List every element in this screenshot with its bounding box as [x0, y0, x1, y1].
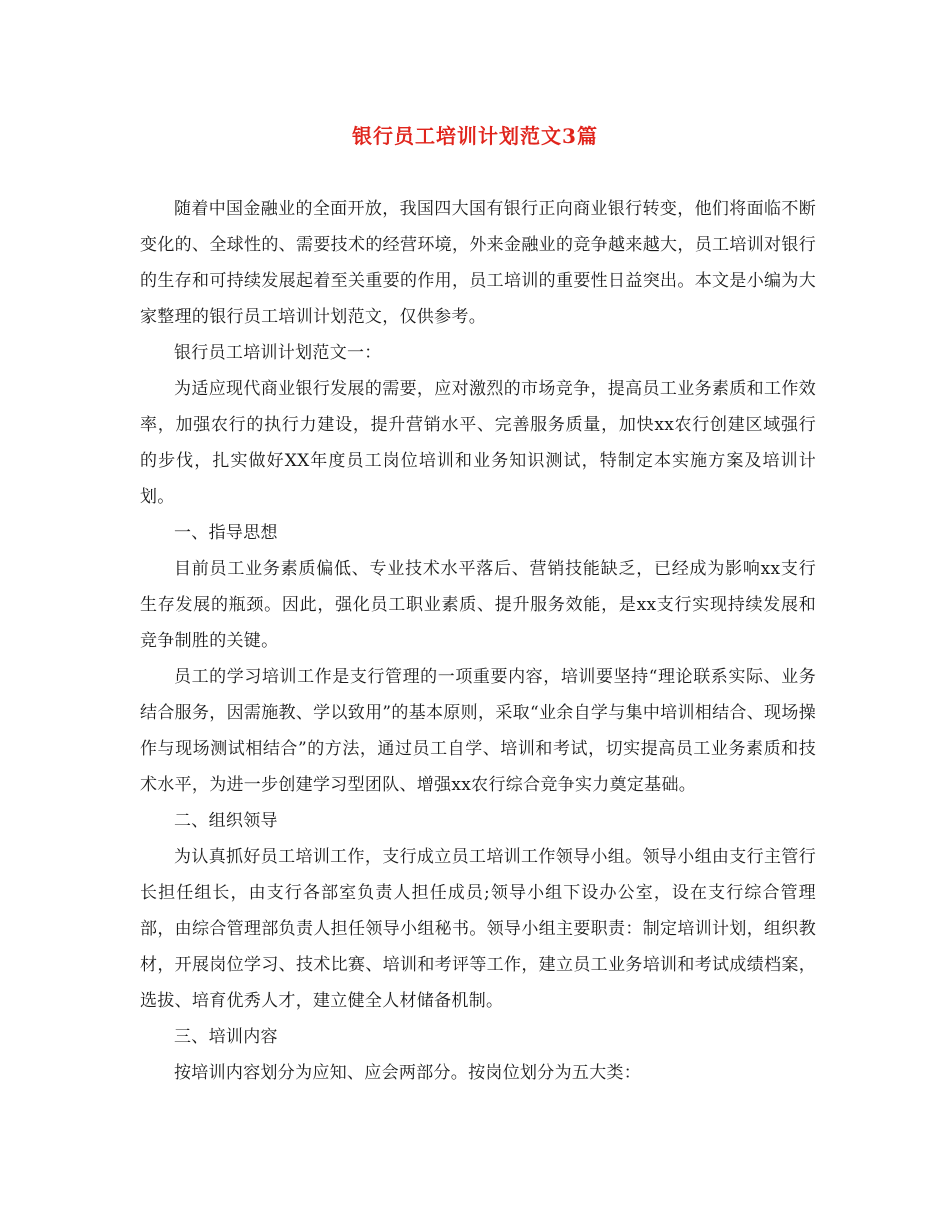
body-paragraph: 目前员工业务素质偏低、专业技术水平落后、营销技能缺乏，已经成为影响xx支行生存发展的瓶颈。因此，强化员工职业素质、提升服务效能，是xx支行实现持续发展和竞争制胜的关键。	[140, 559, 816, 651]
body-paragraph: 按培训内容划分为应知、应会两部分。按岗位划分为五大类：	[174, 1063, 642, 1083]
body-paragraph: 为认真抓好员工培训工作，支行成立员工培训工作领导小组。领导小组由支行主管行长担任组长，由支行各部室负责人担任成员;领导小组下设办公室，设在支行综合管理部，由综合管理部负责人担任领导小组秘书。领导小组主要职责：制定培训计划，组织教材，开展岗位学习、技术比赛、培训和考评等工作，建立员工业务培训和考试成绩档案，选拔、培育优秀人才，建立健全人材储备机制。	[140, 847, 816, 1011]
intro-paragraph: 随着中国金融业的全面开放，我国四大国有银行正向商业银行转变，他们将面临不断变化的、全球性的、需要技术的经营环境，外来金融业的竞争越来越大，员工培训对银行的生存和可持续发展起着至关重要的作用，员工培训的重要性日益突出。本文是小编为大家整理的银行员工培训计划范文，仅供参考。	[140, 199, 816, 327]
section-heading-training-content: 三、培训内容	[174, 1027, 278, 1047]
body-paragraph: 为适应现代商业银行发展的需要，应对激烈的市场竞争，提高员工业务素质和工作效率，加强农行的执行力建设，提升营销水平、完善服务质量，加快xx农行创建区域强行的步伐，扎实做好XX年度员工岗位培训和业务知识测试，特制定本实施方案及培训计划。	[140, 379, 816, 507]
section-heading-guiding-ideas: 一、指导思想	[174, 523, 278, 543]
document-title: 银行员工培训计划范文3篇	[352, 124, 598, 148]
document-body	[140, 191, 816, 1091]
section-heading-leadership: 二、组织领导	[174, 811, 278, 831]
section-heading-sample-one: 银行员工培训计划范文一：	[174, 343, 382, 363]
body-paragraph: 员工的学习培训工作是支行管理的一项重要内容，培训要坚持“理论联系实际、业务结合服务，因需施教、学以致用”的基本原则，采取“业余自学与集中培训相结合、现场操作与现场测试相结合”的方法，通过员工自学、培训和考试，切实提高员工业务素质和技术水平，为进一步创建学习型团队、增强xx农行综合竞争实力奠定基础。	[140, 667, 816, 795]
